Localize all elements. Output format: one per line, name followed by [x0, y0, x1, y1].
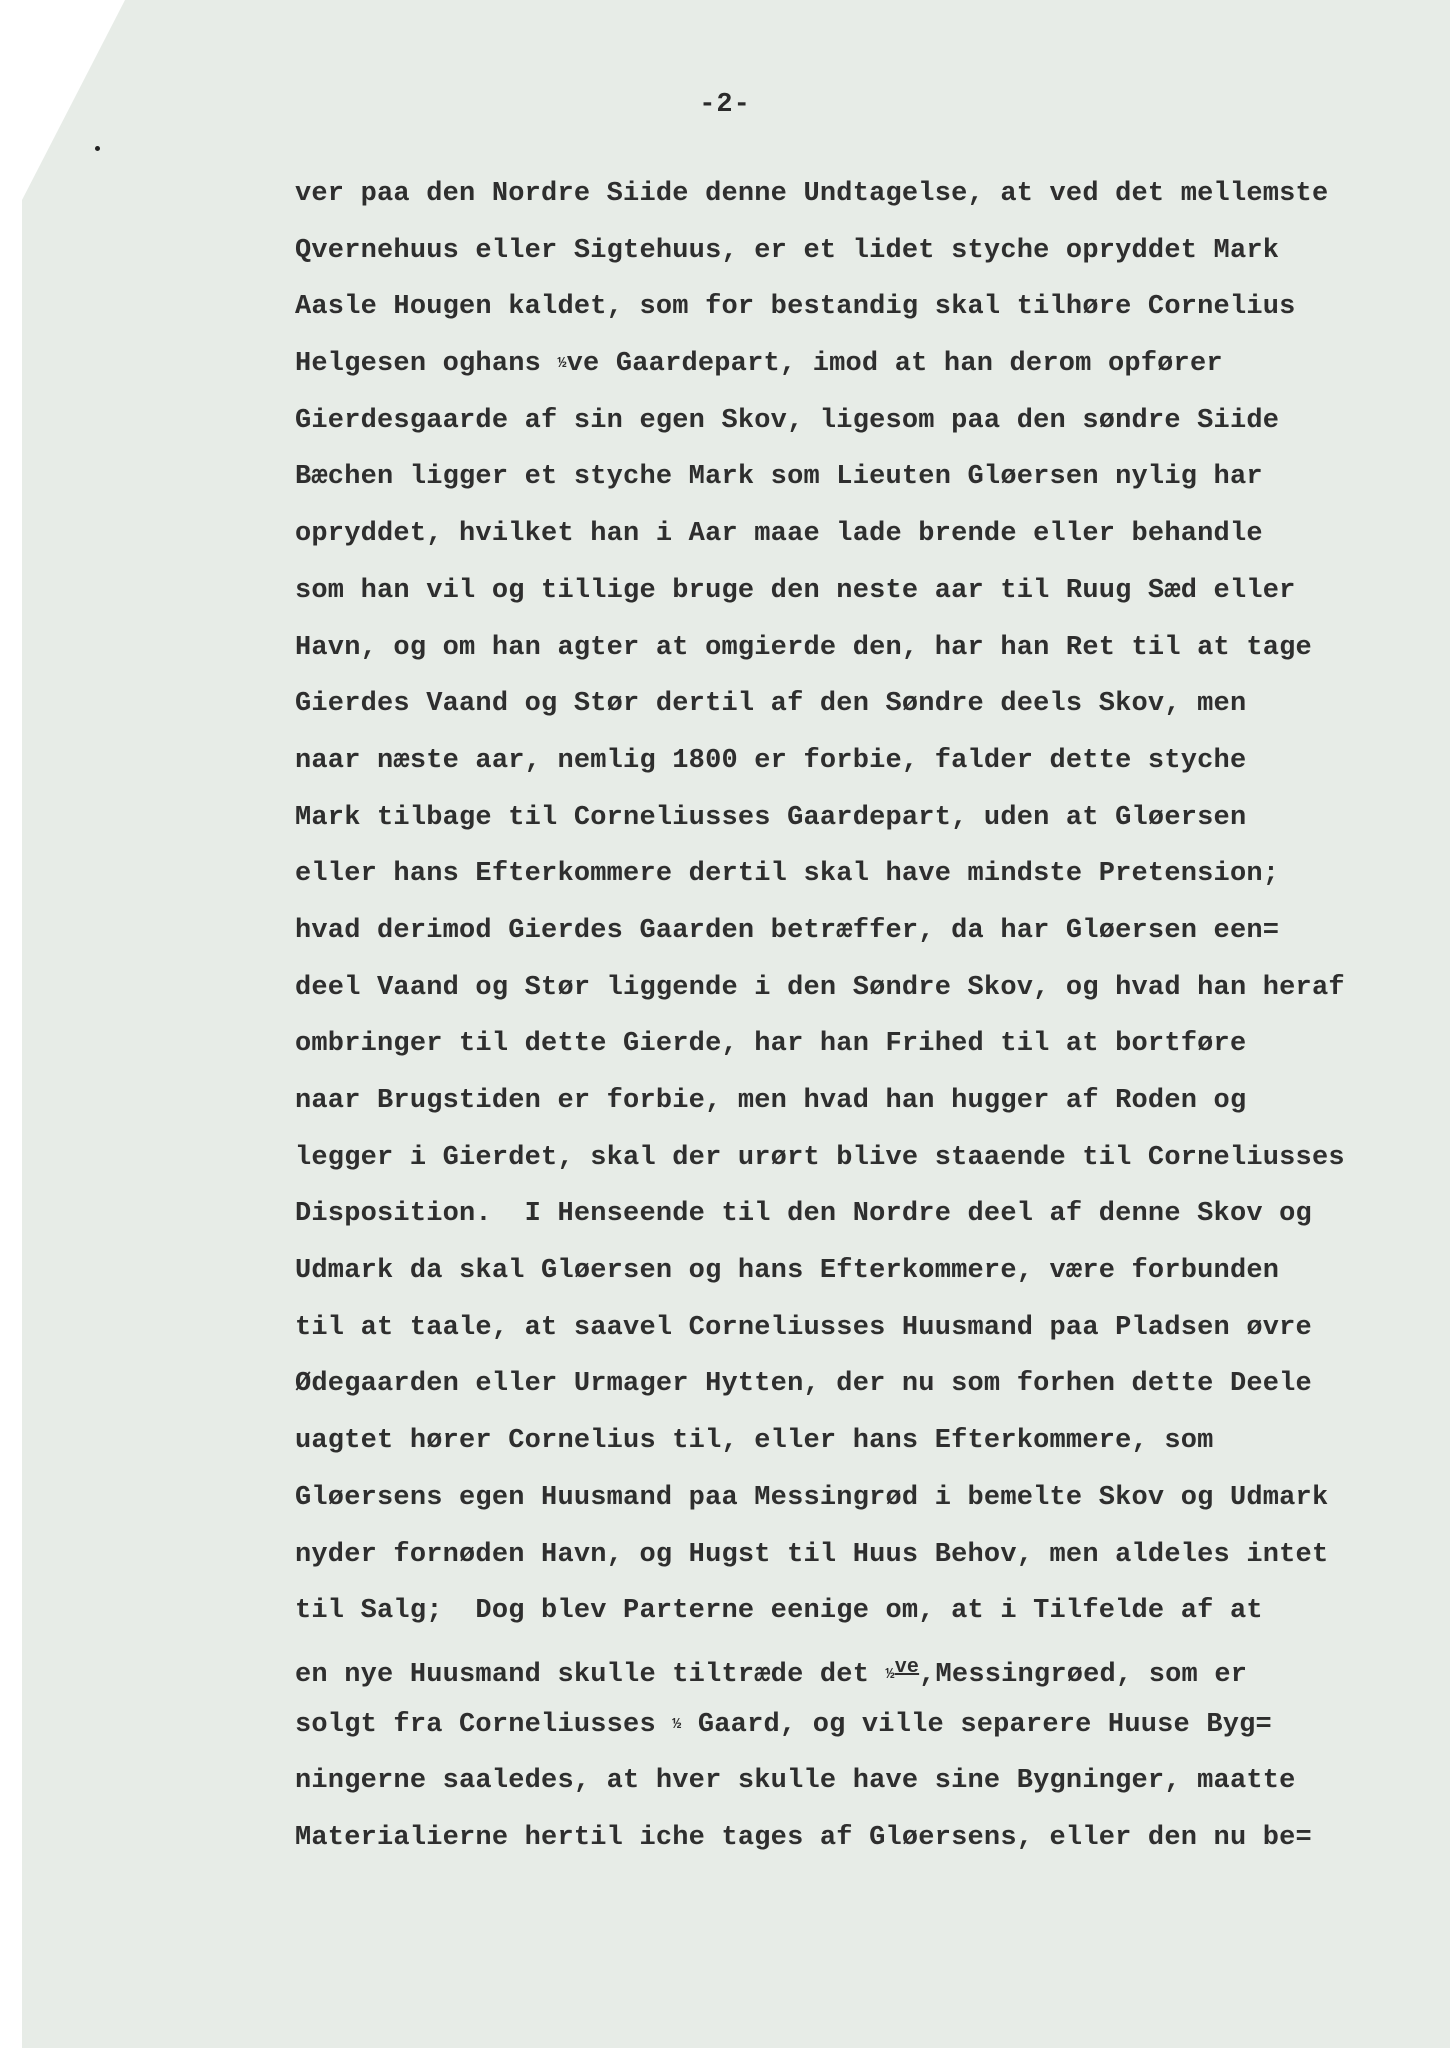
text-line-segment: Gierdesgaarde af sin egen Skov, ligesom paa den søndre Siide	[295, 405, 1280, 436]
text-line-segment: Mark tilbage til Corneliusses Gaardepart, uden at Gløersen	[295, 802, 1247, 833]
fraction-half: ½	[885, 1665, 895, 1683]
text-line	[295, 1697, 1435, 1754]
text-line-segment: uagtet hører Cornelius til, eller hans Efterkommere, som	[295, 1426, 1214, 1457]
text-line-segment: legger i Gierdet, skal der urørt blive staaende til Corneliusses	[295, 1142, 1345, 1173]
text-line	[295, 676, 1435, 733]
text-line-segment: som han vil og tillige bruge den neste aar til Ruug Sæd eller	[295, 575, 1296, 606]
text-line-segment: nyder fornøden Havn, og Hugst til Huus Behov, men aldeles intet	[295, 1539, 1329, 1570]
text-line	[295, 1186, 1435, 1243]
text-line-segment: ningerne saaledes, at hver skulle have sine Bygninger, maatte	[295, 1766, 1296, 1797]
text-line	[295, 790, 1435, 847]
text-line-segment: ve Gaardepart, imod at han derom opfører	[566, 349, 1223, 380]
fraction-half: ½	[557, 355, 567, 373]
text-line-segment: ombringer til dette Gierde, har han Frihed til at bortføre	[295, 1029, 1247, 1060]
text-line-segment: naar næste aar, nemlig 1800 er forbie, falder dette styche	[295, 745, 1247, 776]
text-line-segment: ,Messingrøed, som er	[919, 1659, 1248, 1690]
text-line-segment: Disposition. I Henseende til den Nordre deel af denne Skov og	[295, 1199, 1312, 1230]
text-line	[295, 1470, 1435, 1527]
text-line-segment: eller hans Efterkommere dertil skal have mindste Pretension;	[295, 859, 1280, 890]
text-line-segment: opryddet, hvilket han i Aar maae lade brende eller behandle	[295, 519, 1263, 550]
text-line	[295, 563, 1435, 620]
text-line	[295, 1300, 1435, 1357]
fraction-half: ½	[672, 1715, 682, 1733]
text-line-segment: Qvernehuus eller Sigtehuus, er et lidet styche opryddet Mark	[295, 235, 1280, 266]
text-line-segment: deel Vaand og Stør liggende i den Søndre Skov, og hvad han heraf	[295, 972, 1345, 1003]
text-line	[295, 1527, 1435, 1584]
text-line	[295, 903, 1435, 960]
typed-text-body	[295, 166, 1435, 1867]
text-line-segment: Materialierne hertil iche tages af Gløersens, eller den nu be=	[295, 1822, 1312, 1853]
text-line	[295, 336, 1435, 393]
text-line-segment: solgt fra Corneliusses	[295, 1709, 673, 1740]
text-line-segment: en nye Huusmand skulle tiltræde det	[295, 1659, 886, 1690]
text-line-segment: hvad derimod Gierdes Gaarden betræffer, da har Gløersen een=	[295, 915, 1280, 946]
text-line	[295, 1356, 1435, 1413]
text-line-segment: Gierdes Vaand og Stør dertil af den Søndre deels Skov, men	[295, 689, 1247, 720]
text-line	[295, 846, 1435, 903]
text-line	[295, 620, 1435, 677]
text-line	[295, 449, 1435, 506]
text-line-segment: Gløersens egen Huusmand paa Messingrød i bemelte Skov og Udmark	[295, 1482, 1329, 1513]
text-line-segment: Havn, og om han agter at omgierde den, har han Ret til at tage	[295, 632, 1312, 663]
text-line	[295, 279, 1435, 336]
text-line-segment: Bæchen ligger et styche Mark som Lieuten Gløersen nylig har	[295, 462, 1263, 493]
text-line-segment: Helgesen oghans	[295, 349, 558, 380]
text-line-segment: ver paa den Nordre Siide denne Undtagelse, at ved det mellemste	[295, 179, 1329, 209]
text-line	[295, 1413, 1435, 1470]
text-line	[295, 1016, 1435, 1073]
text-line-segment: Udmark da skal Gløersen og hans Efterkommere, være forbunden	[295, 1256, 1280, 1287]
page-number: -2-	[699, 90, 751, 120]
text-line	[295, 1640, 1435, 1697]
text-line	[295, 393, 1435, 450]
text-line-segment: Aasle Hougen kaldet, som for bestandig skal tilhøre Cornelius	[295, 292, 1296, 323]
text-line	[295, 1130, 1435, 1187]
text-line	[295, 1810, 1435, 1867]
text-line	[295, 960, 1435, 1017]
text-line	[295, 1753, 1435, 1810]
text-line-segment: til Salg; Dog blev Parterne eenige om, at i Tilfelde af at	[295, 1596, 1263, 1627]
superscript: ve	[894, 1655, 920, 1679]
text-line	[295, 733, 1435, 790]
text-line	[295, 166, 1435, 223]
text-line-segment: til at taale, at saavel Corneliusses Huusmand paa Pladsen øvre	[295, 1312, 1312, 1343]
text-line	[295, 1583, 1435, 1640]
text-line	[295, 506, 1435, 563]
text-line	[295, 1243, 1435, 1300]
text-line-segment: Gaard, og ville separere Huuse Byg=	[681, 1709, 1272, 1740]
text-line-segment: Ødegaarden eller Urmager Hytten, der nu som forhen dette Deele	[295, 1369, 1312, 1400]
text-line	[295, 223, 1435, 280]
ink-dot	[95, 146, 100, 151]
text-line-segment: naar Brugstiden er forbie, men hvad han hugger af Roden og	[295, 1086, 1247, 1116]
text-line	[295, 1073, 1435, 1130]
